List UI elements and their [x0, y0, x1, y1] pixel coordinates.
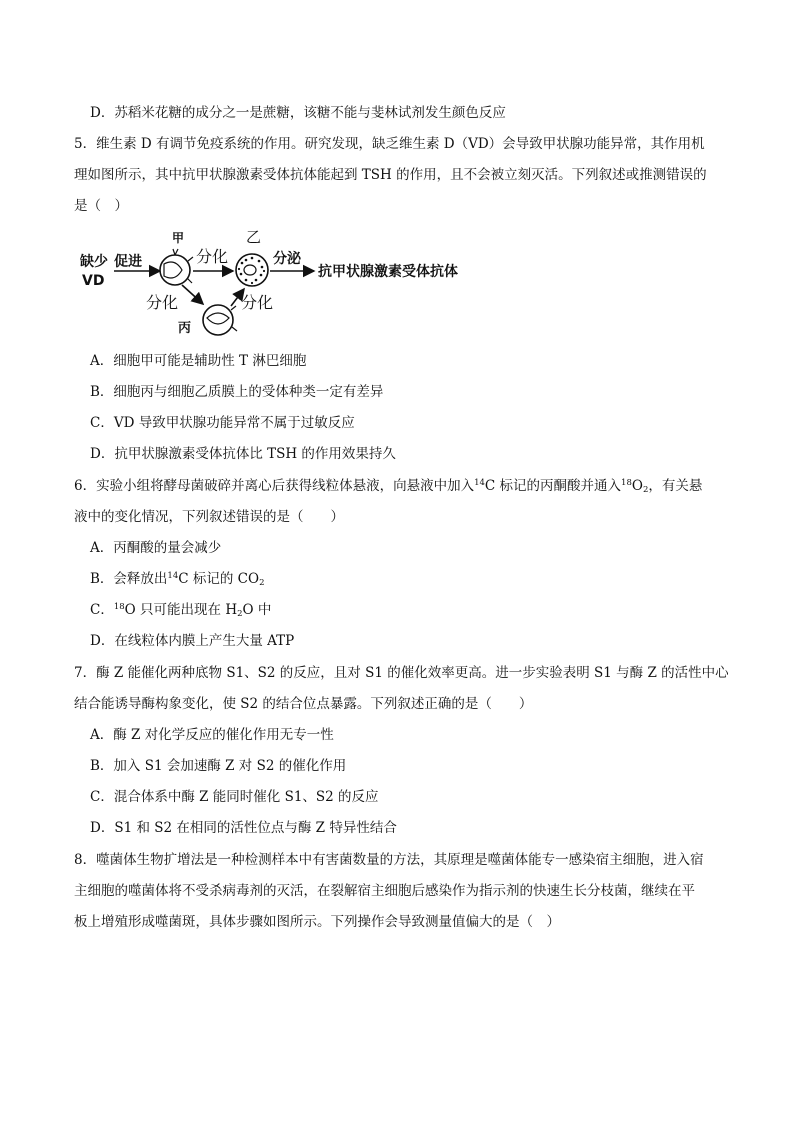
q7-stem-line2: 结合能诱导酶构象变化，使 S2 的结合位点暴露。下列叙述正确的是（ ）	[74, 696, 533, 712]
q7-stem-line1: 7．酶 Z 能催化两种底物 S1、S2 的反应，且对 S1 的催化效率更高。进一步实验表明 S1 与酶 Z 的活性中心	[74, 665, 729, 681]
secrete-label: 分泌	[273, 251, 301, 267]
bing-label: 丙	[178, 321, 192, 336]
q6-option-c: C．$^{18}$O 只可能出现在 $H_2O$ 中	[90, 602, 272, 619]
q7-option-d: D．S1 和 S2 在相同的活性位点与酶 Z 特异性结合	[90, 820, 397, 836]
q5-stem-line2: 理如图所示，其中抗甲状腺激素受体抗体能起到 TSH 的作用，且不会被立刻灭活。下列叙述或推测错误的	[74, 167, 707, 183]
product-label: 抗甲状腺激素受体抗体	[318, 264, 458, 280]
q6-stem-line1: 6．实验小组将酵母菌破碎并离心后获得线粒体悬液，向悬液中加入$^{14}$C 标记的丙酮酸并通入$^{18}O_2$，有关悬	[74, 478, 703, 495]
q8-stem-line2: 主细胞的噬菌体将不受杀病毒剂的灭活，在裂解宿主细胞后感染作为指示剂的快速生长分枝菌，继续在平	[74, 883, 695, 899]
vd-immune-diagram	[74, 228, 494, 346]
q5-option-a: A．细胞甲可能是辅助性 T 淋巴细胞	[90, 353, 307, 369]
yi-label: 乙	[246, 228, 262, 246]
lack-label: 缺少	[80, 254, 108, 270]
vd-label: VD	[82, 273, 105, 289]
q6-option-d: D．在线粒体内膜上产生大量 ATP	[90, 633, 295, 649]
q4-option-d: D．苏稻米花糖的成分之一是蔗糖，该糖不能与斐林试剂发生颜色反应	[90, 105, 506, 121]
q6-option-b: B．会释放出$^{14}$C 标记的 $CO_2$	[90, 571, 265, 588]
q8-stem-line1: 8．噬菌体生物扩增法是一种检测样本中有害菌数量的方法，其原理是噬菌体能专一感染宿主细胞，进入宿	[74, 852, 704, 868]
diff2-label: 分化	[146, 293, 179, 312]
q5-stem-line1: 5．维生素 D 有调节免疫系统的作用。研究发现，缺乏维生素 D（VD）会导致甲状腺功能异常，其作用机	[74, 136, 705, 152]
promote-label: 促进	[114, 254, 142, 270]
diff3-label: 分化	[241, 293, 274, 312]
q6-option-a: A．丙酮酸的量会减少	[90, 540, 222, 556]
q7-option-b: B．加入 S1 会加速酶 Z 对 S2 的催化作用	[90, 758, 347, 774]
q8-stem-line3: 板上增殖形成噬菌斑，具体步骤如图所示。下列操作会导致测量值偏大的是（ ）	[74, 914, 560, 930]
q6-stem-line2: 液中的变化情况，下列叙述错误的是（ ）	[74, 509, 344, 525]
q5-option-c: C．VD 导致甲状腺功能异常不属于过敏反应	[90, 415, 355, 431]
q7-option-a: A．酶 Z 对化学反应的催化作用无专一性	[90, 727, 334, 743]
diff1-label: 分化	[196, 247, 229, 266]
q5-option-b: B．细胞丙与细胞乙质膜上的受体种类一定有差异	[90, 384, 384, 400]
jia-to-bing-arrow	[182, 285, 203, 304]
jia-label: 甲	[172, 231, 185, 245]
cell-bing	[203, 305, 237, 335]
q5-stem-line3: 是（ ）	[74, 198, 128, 214]
cell-yi	[236, 254, 268, 286]
q7-option-c: C．混合体系中酶 Z 能同时催化 S1、S2 的反应	[90, 789, 379, 805]
q5-option-d: D．抗甲状腺激素受体抗体比 TSH 的作用效果持久	[90, 446, 396, 462]
cell-jia	[160, 249, 193, 285]
